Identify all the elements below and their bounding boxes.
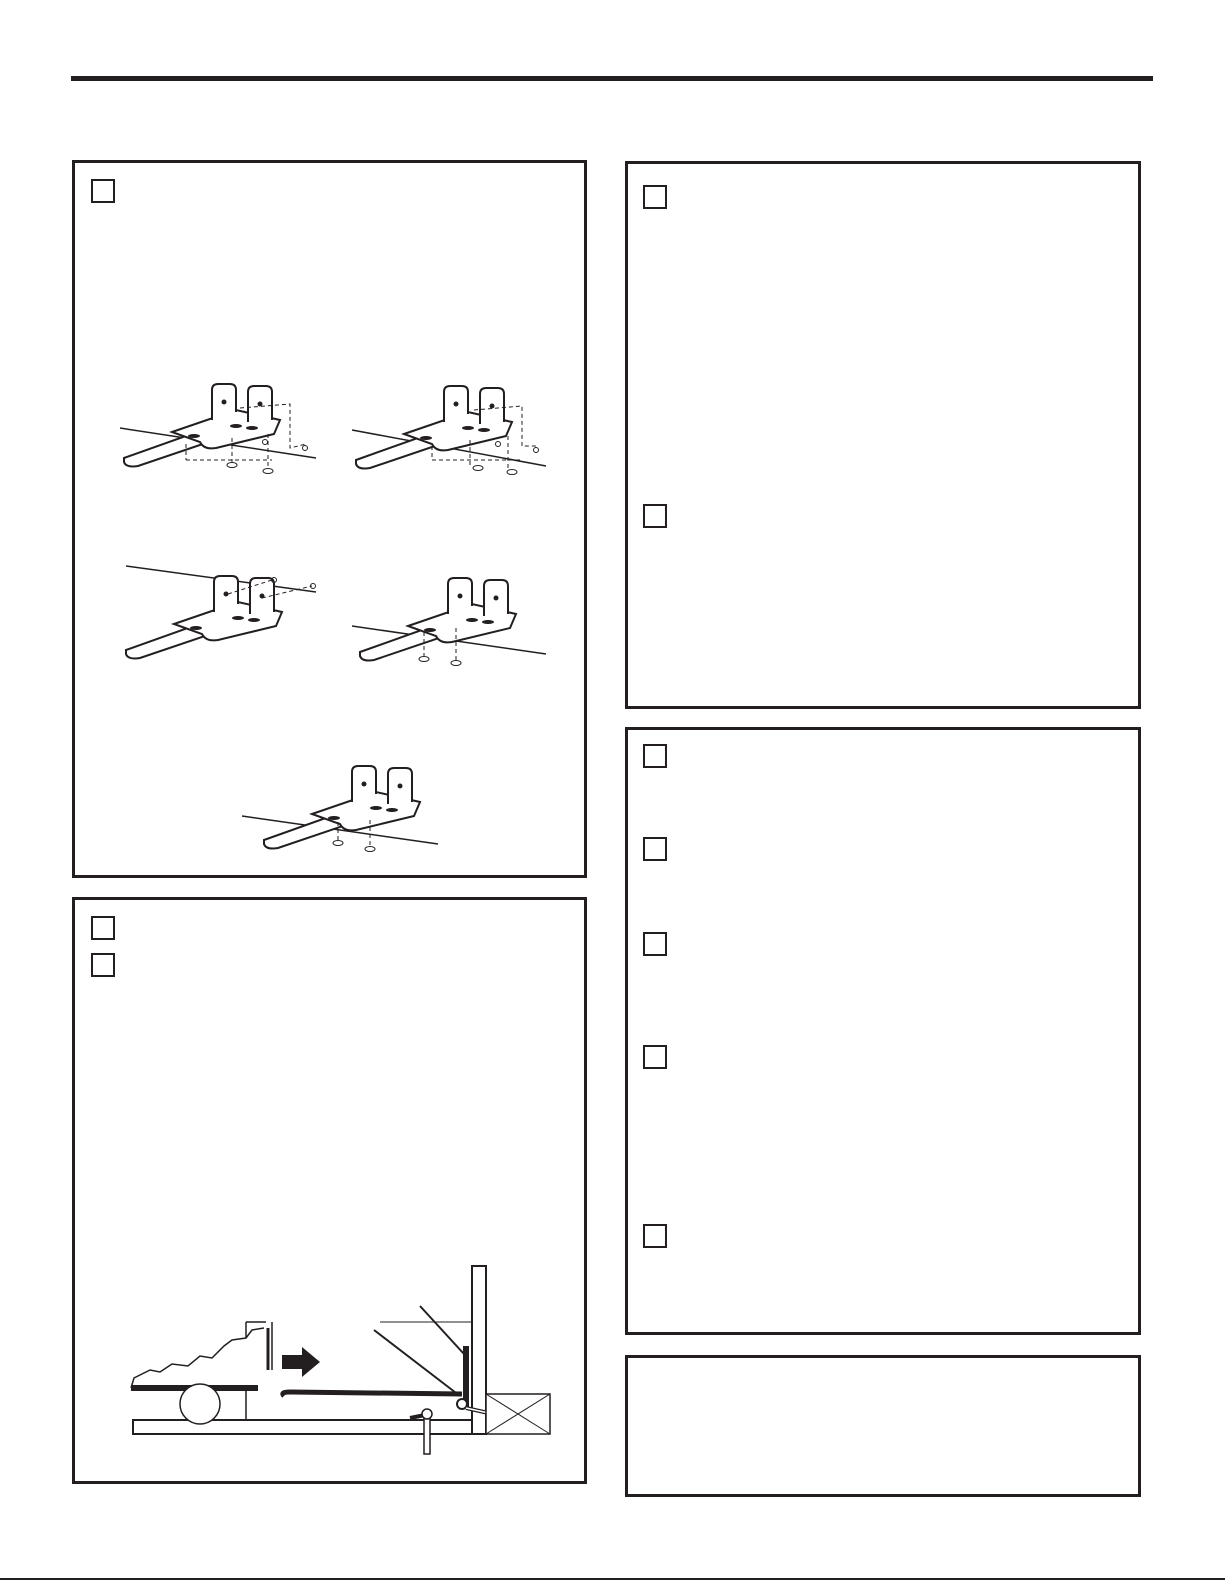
- range-slide-in-diagram: [131, 1266, 550, 1454]
- bracket-option-e: [242, 766, 438, 852]
- bracket-option-c: [126, 566, 316, 659]
- bracket-option-d: [352, 578, 546, 666]
- footer-rule: [0, 1578, 1225, 1580]
- bracket-option-a: [120, 384, 316, 474]
- bracket-option-b: [352, 386, 546, 475]
